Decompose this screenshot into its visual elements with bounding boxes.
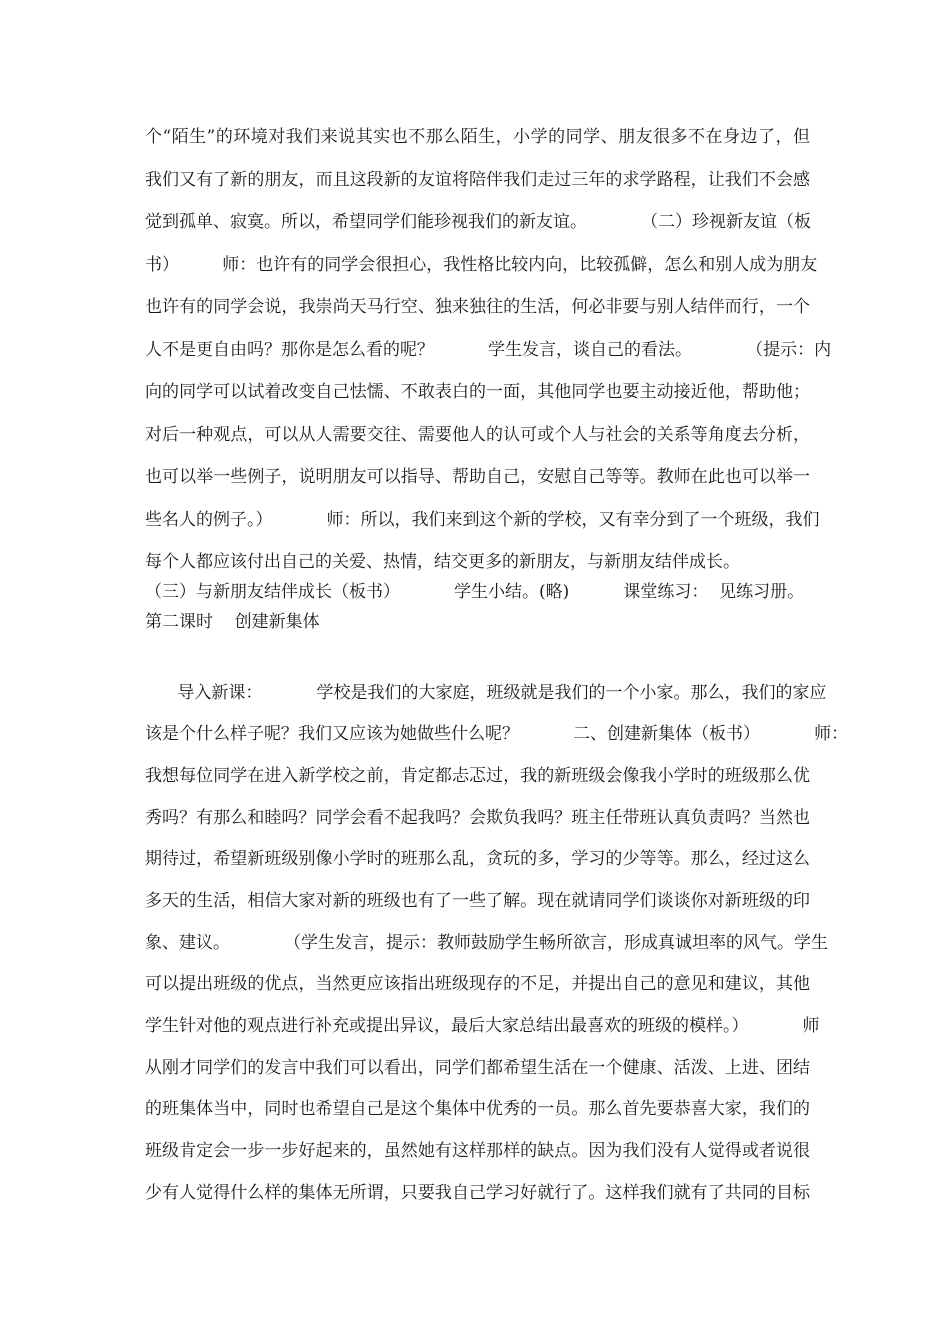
text-line: 也许有的同学会说，我崇尚天马行空、独来独往的生活，何必非要与别人结伴而行，一个 bbox=[145, 297, 810, 317]
text-line: 我想每位同学在进入新学校之前，肯定都忐忑过，我的新班级会像我小学时的班级那么优 bbox=[145, 766, 810, 786]
text-line: 期待过，希望新班级别像小学时的班那么乱，贪玩的多，学习的少等等。那么，经过这么 bbox=[145, 849, 810, 869]
text-line: 班级肯定会一步一步好起来的，虽然她有这样那样的缺点。因为我们没有人觉得或者说很 bbox=[145, 1141, 810, 1161]
text-line: 的班集体当中，同时也希望自己是这个集体中优秀的一员。那么首先要恭喜大家，我们的 bbox=[145, 1099, 810, 1119]
text-line: 觉到孤单、寂寞。所以，希望同学们能珍视我们的新友谊。 （二）珍视新友谊（板 bbox=[145, 212, 812, 232]
text-line: 可以提出班级的优点，当然更应该指出班级现存的不足，并提出自己的意见和建议，其他 bbox=[145, 974, 810, 994]
text-line: 学生针对他的观点进行补充或提出异议，最后大家总结出最喜欢的班级的模样。） 师 bbox=[145, 1016, 820, 1036]
text-line: 多天的生活，相信大家对新的班级也有了一些了解。现在就请同学们谈谈你对新班级的印 bbox=[145, 891, 810, 911]
text-line: 向的同学可以试着改变自己怯懦、不敢表白的一面，其他同学也要主动接近他，帮助他； bbox=[145, 382, 810, 402]
text-line: 人不是更自由吗？那你是怎么看的呢？ 学生发言，谈自己的看法。 （提示：内 bbox=[145, 340, 832, 360]
text-line: 每个人都应该付出自己的关爱、热情，结交更多的新朋友，与新朋友结伴成长。 bbox=[145, 552, 740, 572]
text-line: 秀吗？有那么和睦吗？同学会看不起我吗？会欺负我吗？班主任带班认真负责吗？当然也 bbox=[145, 808, 810, 828]
text-line: 些名人的例子。） 师：所以，我们来到这个新的学校，又有幸分到了一个班级，我们 bbox=[145, 510, 820, 530]
text-line: 象、建议。 （学生发言，提示：教师鼓励学生畅所欲言，形成真诚坦率的风气。学生 bbox=[145, 933, 829, 953]
text-line: 少有人觉得什么样的集体无所谓，只要我自己学习好就行了。这样我们就有了共同的目标 bbox=[145, 1183, 810, 1203]
text-line: 我们又有了新的朋友，而且这段新的友谊将陪伴我们走过三年的求学路程，让我们不会感 bbox=[145, 170, 810, 190]
text-line: 书） 师：也许有的同学会很担心，我性格比较内向，比较孤僻，怎么和别人成为朋友 bbox=[145, 255, 818, 275]
section-heading: 第二课时 创建新集体 bbox=[145, 612, 320, 632]
text-line: 对后一种观点，可以从人需要交往、需要他人的认可或个人与社会的关系等角度去分析， bbox=[145, 425, 810, 445]
text-line: 也可以举一些例子，说明朋友可以指导、帮助自己，安慰自己等等。教师在此也可以举一 bbox=[145, 467, 810, 487]
text-line: 该是个什么样子呢？我们又应该为她做些什么呢？ 二、创建新集体（板书） 师： bbox=[145, 724, 849, 744]
text-line: 从刚才同学们的发言中我们可以看出，同学们都希望生活在一个健康、活泼、上进、团结 bbox=[145, 1058, 810, 1078]
text-line: （三）与新朋友结伴成长（板书） 学生小结。(略) 课堂练习： 见练习册。 bbox=[145, 582, 805, 602]
text-line: 导入新课： 学校是我们的大家庭，班级就是我们的一个小家。那么，我们的家应 bbox=[145, 683, 827, 703]
text-line: 个“陌生”的环境对我们来说其实也不那么陌生，小学的同学、朋友很多不在身边了，但 bbox=[145, 127, 810, 147]
